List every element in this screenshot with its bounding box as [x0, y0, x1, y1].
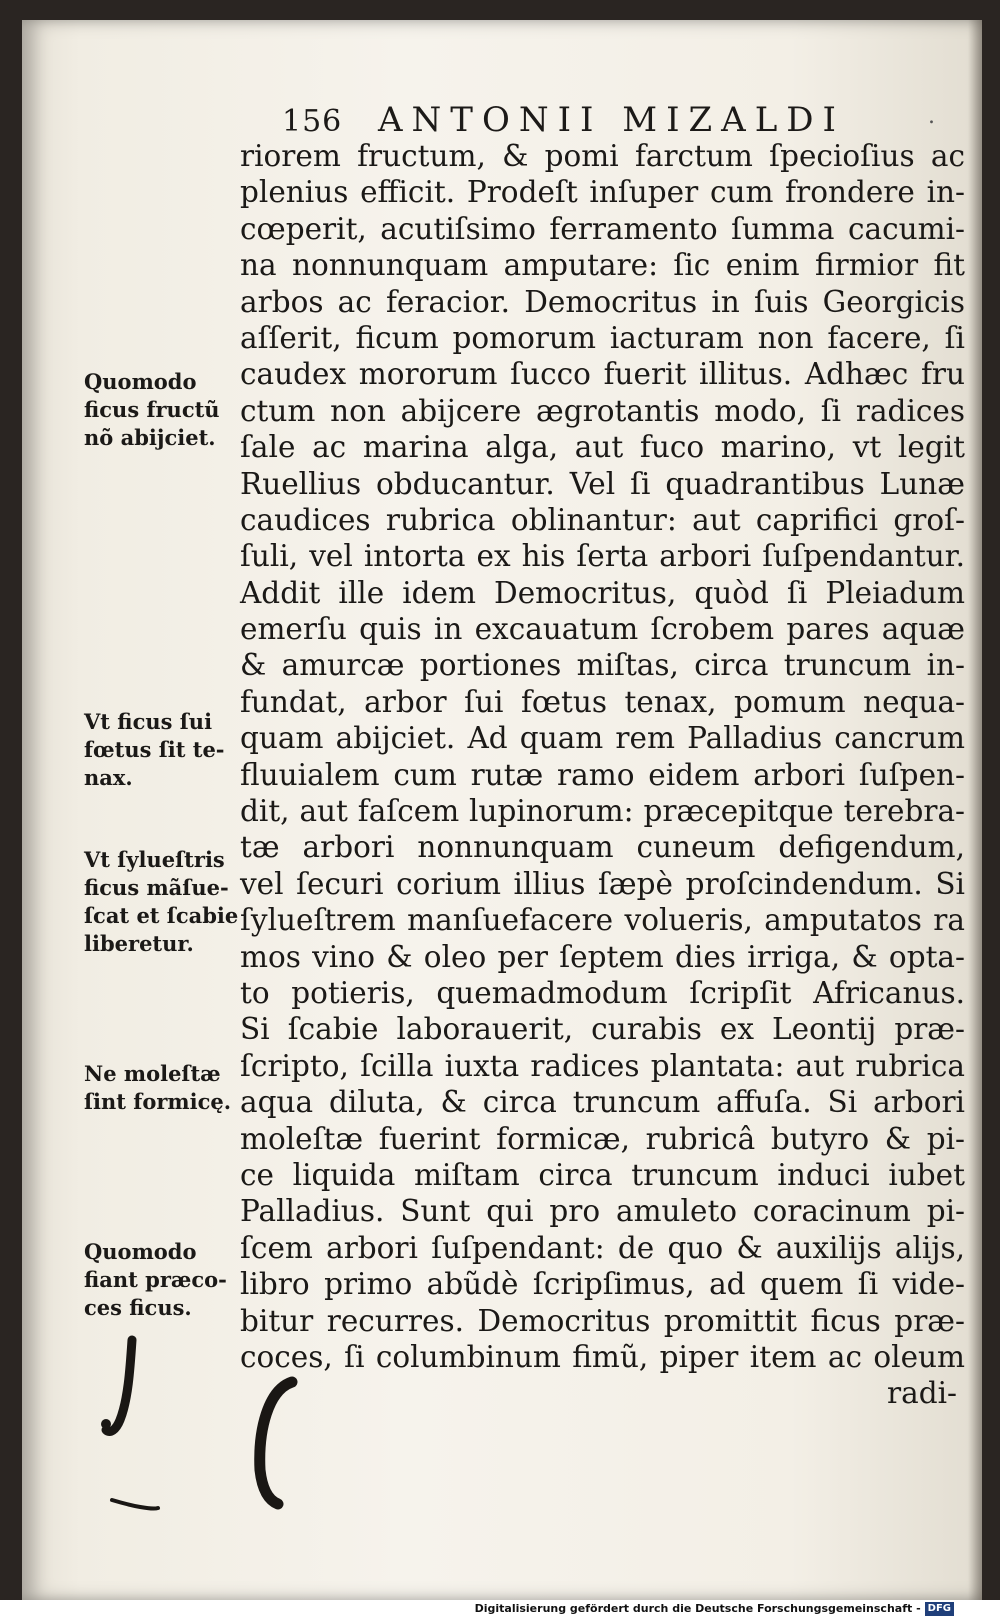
ink-stain-mark	[92, 1330, 322, 1570]
catchword: radi-	[887, 1376, 957, 1411]
margin-note-line: ſcat et ſcabie	[84, 903, 239, 928]
text-line: libro primo abũdè ſcripſimus, ad quem ſi vide-	[240, 1267, 965, 1302]
text-line: bitur recurres. Democritus promittit ficus præ-	[240, 1303, 965, 1338]
text-line: plenius efficit. Prodeſt inſuper cum frondere in-	[240, 175, 965, 210]
text-line: Ruellius obducantur. Vel ſi quadrantibus Lunæ	[240, 466, 965, 501]
text-line: fundat, arbor ſui fœtus tenax, pomum nequa-	[240, 684, 965, 719]
text-line: Addit ille idem Democritus, quòd ſi Pleiadum	[240, 575, 965, 610]
text-line: ſuli, vel intorta ex his ſerta arbori ſuſpendantur.	[240, 539, 965, 574]
text-line: aqua diluta, & circa truncum affuſa. Si arbori	[240, 1085, 965, 1120]
text-line: mos vino & oleo per ſeptem dies irriga, & opta-	[240, 939, 965, 974]
margin-note-line: ces ficus.	[84, 1295, 192, 1320]
text-line: ſcem arbori ſuſpendant: de quo & auxilijs alijs,	[240, 1230, 965, 1265]
text-line: quam abijciet. Ad quam rem Palladius cancrum	[240, 721, 965, 756]
digitization-credit	[475, 1600, 954, 1618]
margin-note-line: Ne moleſtæ	[84, 1061, 221, 1086]
margin-note-scabie	[84, 846, 252, 958]
text-line: dit, aut faſcem lupinorum: præcepitque terebra-	[240, 794, 965, 829]
margin-note-line: ficus mãſue-	[84, 875, 229, 900]
page-number: 156	[282, 104, 343, 139]
margin-note-line: nõ abijciet.	[84, 425, 216, 450]
text-line: ſcripto, ſcilla iuxta radices plantata: aut rubrica	[240, 1048, 965, 1083]
running-head	[252, 80, 972, 140]
credit-text: Digitalisierung gefördert durch die Deutsche Forschungsgemeinschaft -	[474, 1602, 921, 1615]
text-line: Si ſcabie laborauerit, curabis ex Leontij præ-	[240, 1012, 965, 1047]
text-line: caudex mororum ſucco fuerit illitus. Adhæc fru	[240, 357, 965, 392]
margin-note-praecoces	[84, 1238, 252, 1322]
text-line: riorem fructum, & pomi farctum ſpecioſius ac	[240, 139, 965, 173]
text-line: emerſu quis in excauatum ſcrobem pares aquæ	[240, 612, 965, 647]
margin-note-line: Quomodo	[84, 369, 197, 394]
text-line: aſſerit, ficum pomorum iacturam non facere, ſi	[240, 320, 965, 355]
margin-note-line: ſint formicę.	[84, 1089, 232, 1114]
text-line: to potieris, quemadmodum ſcripſit Africanus.	[240, 975, 965, 1010]
margin-note-fructus	[84, 368, 252, 452]
text-line: ſale ac marina alga, aut fuco marino, vt legit	[240, 430, 965, 465]
page-fold-shadow	[968, 20, 982, 1600]
margin-note-line: liberetur.	[84, 931, 194, 956]
margin-note-line: nax.	[84, 765, 133, 790]
text-line: tæ arbori nonnunquam cuneum defigendum,	[240, 830, 965, 865]
main-text-block	[240, 138, 965, 1412]
dfg-logo: DFG	[925, 1602, 954, 1616]
book-page	[22, 20, 982, 1600]
margin-note-line: fœtus ſit te-	[84, 737, 225, 762]
text-line: caudices rubrica oblinantur: aut caprifici groſ-	[240, 502, 965, 537]
text-line: ce liquida miſtam circa truncum induci iubet	[240, 1157, 965, 1192]
text-line: & amurcæ portiones miſtas, circa truncum in-	[240, 648, 965, 683]
text-line: coces, ſi columbinum fimũ, piper item ac oleum	[240, 1339, 965, 1374]
margin-note-tenax	[84, 708, 252, 792]
margin-note-formicae	[84, 1060, 252, 1116]
margin-note-line: fiant præco-	[84, 1267, 227, 1292]
margin-note-line: Vt ſylueſtris	[84, 847, 225, 872]
head-dot: .	[928, 104, 935, 129]
text-line: cœperit, acutiſsimo ferramento ſumma cacumi-	[240, 211, 965, 246]
running-title: ANTONII MIZALDI	[378, 100, 845, 140]
text-line: vel ſecuri corium illius ſæpè proſcindendum. Si	[240, 866, 965, 901]
margin-note-line: ficus fructũ	[84, 397, 220, 422]
margin-note-line: Quomodo	[84, 1239, 197, 1264]
text-line: fluuialem cum rutæ ramo eidem arbori ſuſpen-	[240, 757, 965, 792]
margin-note-line: Vt ficus ſui	[84, 709, 213, 734]
text-line: Palladius. Sunt qui pro amuleto coracinum pi-	[240, 1194, 965, 1229]
text-line: arbos ac feracior. Democritus in ſuis Georgicis	[240, 284, 965, 319]
text-line: ctum non abijcere ægrotantis modo, ſi radices	[240, 393, 965, 428]
text-line: moleſtæ fuerint formicæ, rubricâ butyro & pi-	[240, 1121, 965, 1156]
text-line: ſylueſtrem manſuefacere volueris, amputatos ra	[240, 903, 965, 938]
text-line: na nonnunquam amputare: ſic enim firmior fit	[240, 248, 965, 283]
